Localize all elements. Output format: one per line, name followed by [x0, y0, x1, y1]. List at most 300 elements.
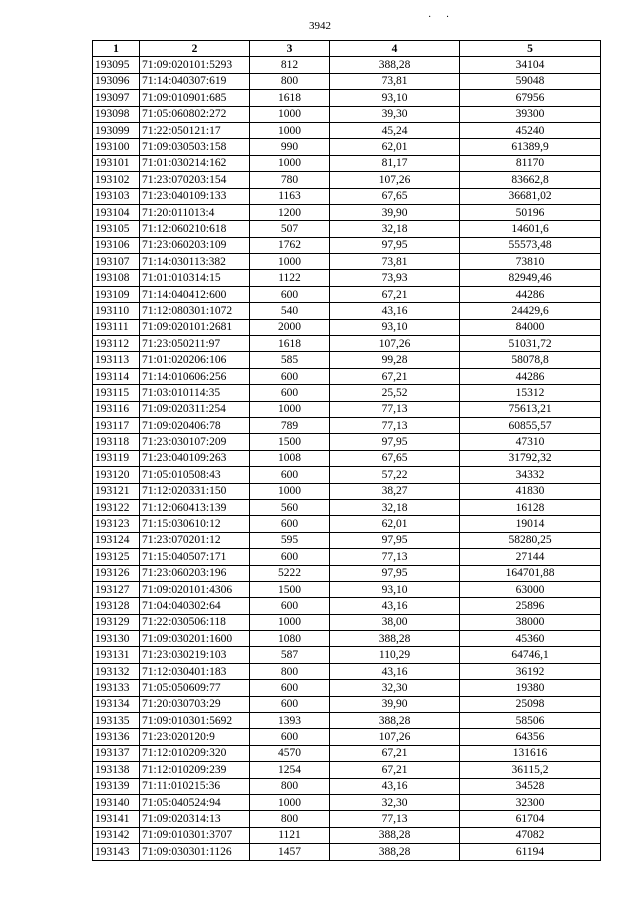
amount-cell: 75613,21	[460, 401, 601, 417]
row-number-cell: 193099	[93, 122, 140, 138]
rate-cell: 77,13	[330, 811, 460, 827]
rate-cell: 67,21	[330, 745, 460, 761]
cadastral-number-cell: 71:09:020311:254	[140, 401, 250, 417]
table-row	[93, 368, 601, 384]
cadastral-number-cell: 71:23:030107:209	[140, 434, 250, 450]
amount-cell: 63000	[460, 581, 601, 597]
table-body	[93, 57, 601, 860]
table-row	[93, 434, 601, 450]
amount-cell: 81170	[460, 155, 601, 171]
rate-cell: 97,95	[330, 532, 460, 548]
cadastral-number-cell: 71:05:060802:272	[140, 106, 250, 122]
row-number-cell: 193104	[93, 204, 140, 220]
quantity-cell: 1000	[250, 614, 330, 630]
cadastral-number-cell: 71:22:050121:17	[140, 122, 250, 138]
table-row	[93, 762, 601, 778]
table-row	[93, 811, 601, 827]
table-row	[93, 565, 601, 581]
rate-cell: 93,10	[330, 319, 460, 335]
amount-cell: 58506	[460, 713, 601, 729]
row-number-cell: 193130	[93, 631, 140, 647]
quantity-cell: 2000	[250, 319, 330, 335]
amount-cell: 19380	[460, 680, 601, 696]
quantity-cell: 1008	[250, 450, 330, 466]
row-number-cell: 193103	[93, 188, 140, 204]
cadastral-number-cell: 71:05:050609:77	[140, 680, 250, 696]
row-number-cell: 193112	[93, 336, 140, 352]
rate-cell: 67,65	[330, 188, 460, 204]
row-number-cell: 193105	[93, 221, 140, 237]
row-number-cell: 193096	[93, 73, 140, 89]
column-header-5: 5	[460, 41, 601, 57]
quantity-cell: 600	[250, 516, 330, 532]
table-row	[93, 729, 601, 745]
row-number-cell: 193111	[93, 319, 140, 335]
table-row	[93, 631, 601, 647]
amount-cell: 64746,1	[460, 647, 601, 663]
cadastral-number-cell: 71:05:040524:94	[140, 794, 250, 810]
amount-cell: 25098	[460, 696, 601, 712]
table-row	[93, 155, 601, 171]
amount-cell: 34332	[460, 467, 601, 483]
rate-cell: 110,29	[330, 647, 460, 663]
quantity-cell: 1393	[250, 713, 330, 729]
quantity-cell: 600	[250, 368, 330, 384]
rate-cell: 77,13	[330, 417, 460, 433]
amount-cell: 44286	[460, 286, 601, 302]
table-row	[93, 57, 601, 73]
amount-cell: 61194	[460, 844, 601, 860]
cadastral-number-cell: 71:12:020331:150	[140, 483, 250, 499]
cadastral-number-cell: 71:12:010209:239	[140, 762, 250, 778]
rate-cell: 39,90	[330, 696, 460, 712]
amount-cell: 84000	[460, 319, 601, 335]
quantity-cell: 780	[250, 172, 330, 188]
amount-cell: 67956	[460, 90, 601, 106]
amount-cell: 61704	[460, 811, 601, 827]
rate-cell: 43,16	[330, 663, 460, 679]
amount-cell: 36192	[460, 663, 601, 679]
header-row	[93, 41, 601, 57]
table-row	[93, 483, 601, 499]
rate-cell: 38,00	[330, 614, 460, 630]
table-row	[93, 581, 601, 597]
rate-cell: 107,26	[330, 729, 460, 745]
cadastral-number-cell: 71:22:030506:118	[140, 614, 250, 630]
quantity-cell: 1618	[250, 90, 330, 106]
cadastral-number-cell: 71:09:020101:4306	[140, 581, 250, 597]
amount-cell: 36115,2	[460, 762, 601, 778]
row-number-cell: 193135	[93, 713, 140, 729]
cadastral-number-cell: 71:23:020120:9	[140, 729, 250, 745]
cadastral-number-cell: 71:23:030219:103	[140, 647, 250, 663]
rate-cell: 388,28	[330, 844, 460, 860]
row-number-cell: 193098	[93, 106, 140, 122]
amount-cell: 15312	[460, 385, 601, 401]
quantity-cell: 1122	[250, 270, 330, 286]
quantity-cell: 600	[250, 729, 330, 745]
rate-cell: 107,26	[330, 336, 460, 352]
table-row	[93, 221, 601, 237]
table-row	[93, 319, 601, 335]
row-number-cell: 193116	[93, 401, 140, 417]
rate-cell: 388,28	[330, 827, 460, 843]
row-number-cell: 193127	[93, 581, 140, 597]
quantity-cell: 1000	[250, 483, 330, 499]
table-row	[93, 401, 601, 417]
amount-cell: 14601,6	[460, 221, 601, 237]
table-row	[93, 778, 601, 794]
register-table	[92, 40, 601, 861]
quantity-cell: 1618	[250, 336, 330, 352]
quantity-cell: 1000	[250, 254, 330, 270]
table-row	[93, 122, 601, 138]
table-row	[93, 549, 601, 565]
table-row	[93, 647, 601, 663]
amount-cell: 83662,8	[460, 172, 601, 188]
amount-cell: 38000	[460, 614, 601, 630]
amount-cell: 55573,48	[460, 237, 601, 253]
amount-cell: 58078,8	[460, 352, 601, 368]
rate-cell: 32,30	[330, 680, 460, 696]
rate-cell: 77,13	[330, 401, 460, 417]
quantity-cell: 990	[250, 139, 330, 155]
rate-cell: 32,30	[330, 794, 460, 810]
table-row	[93, 237, 601, 253]
table-row	[93, 270, 601, 286]
rate-cell: 73,93	[330, 270, 460, 286]
row-number-cell: 193124	[93, 532, 140, 548]
row-number-cell: 193102	[93, 172, 140, 188]
table-row	[93, 172, 601, 188]
quantity-cell: 585	[250, 352, 330, 368]
amount-cell: 32300	[460, 794, 601, 810]
quantity-cell: 1254	[250, 762, 330, 778]
amount-cell: 16128	[460, 499, 601, 515]
cadastral-number-cell: 71:23:070201:12	[140, 532, 250, 548]
rate-cell: 38,27	[330, 483, 460, 499]
row-number-cell: 193126	[93, 565, 140, 581]
quantity-cell: 1000	[250, 401, 330, 417]
row-number-cell: 193134	[93, 696, 140, 712]
quantity-cell: 595	[250, 532, 330, 548]
amount-cell: 58280,25	[460, 532, 601, 548]
row-number-cell: 193122	[93, 499, 140, 515]
row-number-cell: 193114	[93, 368, 140, 384]
quantity-cell: 1000	[250, 122, 330, 138]
cadastral-number-cell: 71:12:030401:183	[140, 663, 250, 679]
row-number-cell: 193120	[93, 467, 140, 483]
row-number-cell: 193123	[93, 516, 140, 532]
table-row	[93, 516, 601, 532]
table-row	[93, 303, 601, 319]
cadastral-number-cell: 71:09:010301:5692	[140, 713, 250, 729]
cadastral-number-cell: 71:04:040302:64	[140, 598, 250, 614]
rate-cell: 97,95	[330, 565, 460, 581]
quantity-cell: 1762	[250, 237, 330, 253]
cadastral-number-cell: 71:01:010314:15	[140, 270, 250, 286]
table-row	[93, 696, 601, 712]
amount-cell: 61389,9	[460, 139, 601, 155]
row-number-cell: 193136	[93, 729, 140, 745]
table-row	[93, 286, 601, 302]
table-row	[93, 532, 601, 548]
quantity-cell: 600	[250, 385, 330, 401]
row-number-cell: 193142	[93, 827, 140, 843]
quantity-cell: 800	[250, 811, 330, 827]
table-row	[93, 204, 601, 220]
row-number-cell: 193101	[93, 155, 140, 171]
quantity-cell: 789	[250, 417, 330, 433]
row-number-cell: 193107	[93, 254, 140, 270]
row-number-cell: 193095	[93, 57, 140, 73]
table-row	[93, 139, 601, 155]
quantity-cell: 1121	[250, 827, 330, 843]
quantity-cell: 1163	[250, 188, 330, 204]
rate-cell: 388,28	[330, 631, 460, 647]
table-row	[93, 745, 601, 761]
table-row	[93, 385, 601, 401]
cadastral-number-cell: 71:20:011013:4	[140, 204, 250, 220]
cadastral-number-cell: 71:15:040507:171	[140, 549, 250, 565]
amount-cell: 25896	[460, 598, 601, 614]
rate-cell: 39,30	[330, 106, 460, 122]
cadastral-number-cell: 71:12:080301:1072	[140, 303, 250, 319]
amount-cell: 39300	[460, 106, 601, 122]
amount-cell: 44286	[460, 368, 601, 384]
quantity-cell: 1500	[250, 581, 330, 597]
cadastral-number-cell: 71:14:040412:600	[140, 286, 250, 302]
table-row	[93, 713, 601, 729]
quantity-cell: 600	[250, 680, 330, 696]
amount-cell: 19014	[460, 516, 601, 532]
table-row	[93, 598, 601, 614]
table-row	[93, 90, 601, 106]
amount-cell: 34104	[460, 57, 601, 73]
cadastral-number-cell: 71:15:030610:12	[140, 516, 250, 532]
amount-cell: 47310	[460, 434, 601, 450]
row-number-cell: 193109	[93, 286, 140, 302]
quantity-cell: 4570	[250, 745, 330, 761]
table-row	[93, 794, 601, 810]
amount-cell: 41830	[460, 483, 601, 499]
quantity-cell: 587	[250, 647, 330, 663]
table-row	[93, 188, 601, 204]
amount-cell: 50196	[460, 204, 601, 220]
row-number-cell: 193117	[93, 417, 140, 433]
rate-cell: 388,28	[330, 713, 460, 729]
column-header-1: 1	[93, 41, 140, 57]
quantity-cell: 600	[250, 598, 330, 614]
row-number-cell: 193140	[93, 794, 140, 810]
rate-cell: 62,01	[330, 139, 460, 155]
row-number-cell: 193139	[93, 778, 140, 794]
cadastral-number-cell: 71:09:010901:685	[140, 90, 250, 106]
amount-cell: 60855,57	[460, 417, 601, 433]
quantity-cell: 540	[250, 303, 330, 319]
rate-cell: 25,52	[330, 385, 460, 401]
rate-cell: 32,18	[330, 499, 460, 515]
cadastral-number-cell: 71:01:020206:106	[140, 352, 250, 368]
rate-cell: 93,10	[330, 581, 460, 597]
amount-cell: 27144	[460, 549, 601, 565]
rate-cell: 67,21	[330, 368, 460, 384]
column-header-2: 2	[140, 41, 250, 57]
rate-cell: 73,81	[330, 254, 460, 270]
cadastral-number-cell: 71:11:010215:36	[140, 778, 250, 794]
cadastral-number-cell: 71:14:010606:256	[140, 368, 250, 384]
quantity-cell: 560	[250, 499, 330, 515]
cadastral-number-cell: 71:05:010508:43	[140, 467, 250, 483]
amount-cell: 45360	[460, 631, 601, 647]
rate-cell: 43,16	[330, 598, 460, 614]
column-header-3: 3	[250, 41, 330, 57]
cadastral-number-cell: 71:09:020314:13	[140, 811, 250, 827]
row-number-cell: 193141	[93, 811, 140, 827]
rate-cell: 67,21	[330, 762, 460, 778]
rate-cell: 32,18	[330, 221, 460, 237]
row-number-cell: 193119	[93, 450, 140, 466]
quantity-cell: 1000	[250, 794, 330, 810]
quantity-cell: 5222	[250, 565, 330, 581]
cadastral-number-cell: 71:23:060203:109	[140, 237, 250, 253]
table-row	[93, 614, 601, 630]
cadastral-number-cell: 71:12:060210:618	[140, 221, 250, 237]
amount-cell: 36681,02	[460, 188, 601, 204]
amount-cell: 31792,32	[460, 450, 601, 466]
row-number-cell: 193138	[93, 762, 140, 778]
quantity-cell: 507	[250, 221, 330, 237]
row-number-cell: 193110	[93, 303, 140, 319]
table-row	[93, 254, 601, 270]
rate-cell: 81,17	[330, 155, 460, 171]
quantity-cell: 1500	[250, 434, 330, 450]
scan-artifact-dots: · ·	[428, 12, 456, 23]
table-row	[93, 680, 601, 696]
quantity-cell: 600	[250, 286, 330, 302]
cadastral-number-cell: 71:14:030113:382	[140, 254, 250, 270]
quantity-cell: 800	[250, 73, 330, 89]
amount-cell: 51031,72	[460, 336, 601, 352]
page-number: 3942	[309, 20, 331, 32]
row-number-cell: 193143	[93, 844, 140, 860]
table-row	[93, 467, 601, 483]
quantity-cell: 800	[250, 778, 330, 794]
amount-cell: 82949,46	[460, 270, 601, 286]
cadastral-number-cell: 71:01:030214:162	[140, 155, 250, 171]
row-number-cell: 193121	[93, 483, 140, 499]
amount-cell: 24429,6	[460, 303, 601, 319]
rate-cell: 97,95	[330, 434, 460, 450]
rate-cell: 97,95	[330, 237, 460, 253]
amount-cell: 73810	[460, 254, 601, 270]
amount-cell: 131616	[460, 745, 601, 761]
cadastral-number-cell: 71:09:020406:78	[140, 417, 250, 433]
amount-cell: 64356	[460, 729, 601, 745]
row-number-cell: 193108	[93, 270, 140, 286]
row-number-cell: 193113	[93, 352, 140, 368]
rate-cell: 67,65	[330, 450, 460, 466]
row-number-cell: 193106	[93, 237, 140, 253]
row-number-cell: 193115	[93, 385, 140, 401]
cadastral-number-cell: 71:09:030201:1600	[140, 631, 250, 647]
table-row	[93, 827, 601, 843]
rate-cell: 93,10	[330, 90, 460, 106]
cadastral-number-cell: 71:12:010209:320	[140, 745, 250, 761]
column-header-4: 4	[330, 41, 460, 57]
table-row	[93, 663, 601, 679]
table-row	[93, 450, 601, 466]
row-number-cell: 193137	[93, 745, 140, 761]
table-row	[93, 106, 601, 122]
cadastral-number-cell: 71:23:050211:97	[140, 336, 250, 352]
rate-cell: 67,21	[330, 286, 460, 302]
rate-cell: 99,28	[330, 352, 460, 368]
row-number-cell: 193128	[93, 598, 140, 614]
row-number-cell: 193125	[93, 549, 140, 565]
quantity-cell: 600	[250, 696, 330, 712]
cadastral-number-cell: 71:09:010301:3707	[140, 827, 250, 843]
rate-cell: 39,90	[330, 204, 460, 220]
cadastral-number-cell: 71:12:060413:139	[140, 499, 250, 515]
quantity-cell: 1457	[250, 844, 330, 860]
amount-cell: 45240	[460, 122, 601, 138]
quantity-cell: 812	[250, 57, 330, 73]
cadastral-number-cell: 71:09:030301:1126	[140, 844, 250, 860]
rate-cell: 62,01	[330, 516, 460, 532]
rate-cell: 57,22	[330, 467, 460, 483]
row-number-cell: 193133	[93, 680, 140, 696]
table-row	[93, 417, 601, 433]
quantity-cell: 1080	[250, 631, 330, 647]
row-number-cell: 193118	[93, 434, 140, 450]
row-number-cell: 193132	[93, 663, 140, 679]
rate-cell: 43,16	[330, 778, 460, 794]
cadastral-number-cell: 71:20:030703:29	[140, 696, 250, 712]
cadastral-number-cell: 71:09:030503:158	[140, 139, 250, 155]
rate-cell: 388,28	[330, 57, 460, 73]
amount-cell: 164701,88	[460, 565, 601, 581]
cadastral-number-cell: 71:23:040109:133	[140, 188, 250, 204]
rate-cell: 107,26	[330, 172, 460, 188]
table-row	[93, 499, 601, 515]
cadastral-number-cell: 71:14:040307:619	[140, 73, 250, 89]
quantity-cell: 1000	[250, 155, 330, 171]
row-number-cell: 193097	[93, 90, 140, 106]
rate-cell: 77,13	[330, 549, 460, 565]
row-number-cell: 193100	[93, 139, 140, 155]
quantity-cell: 1200	[250, 204, 330, 220]
table-row	[93, 73, 601, 89]
rate-cell: 45,24	[330, 122, 460, 138]
table-row	[93, 352, 601, 368]
table-row	[93, 844, 601, 860]
row-number-cell: 193131	[93, 647, 140, 663]
quantity-cell: 1000	[250, 106, 330, 122]
cadastral-number-cell: 71:23:070203:154	[140, 172, 250, 188]
cadastral-number-cell: 71:23:060203:196	[140, 565, 250, 581]
quantity-cell: 800	[250, 663, 330, 679]
table-row	[93, 336, 601, 352]
cadastral-number-cell: 71:09:020101:2681	[140, 319, 250, 335]
rate-cell: 73,81	[330, 73, 460, 89]
cadastral-number-cell: 71:03:010114:35	[140, 385, 250, 401]
amount-cell: 47082	[460, 827, 601, 843]
amount-cell: 59048	[460, 73, 601, 89]
rate-cell: 43,16	[330, 303, 460, 319]
row-number-cell: 193129	[93, 614, 140, 630]
cadastral-number-cell: 71:09:020101:5293	[140, 57, 250, 73]
